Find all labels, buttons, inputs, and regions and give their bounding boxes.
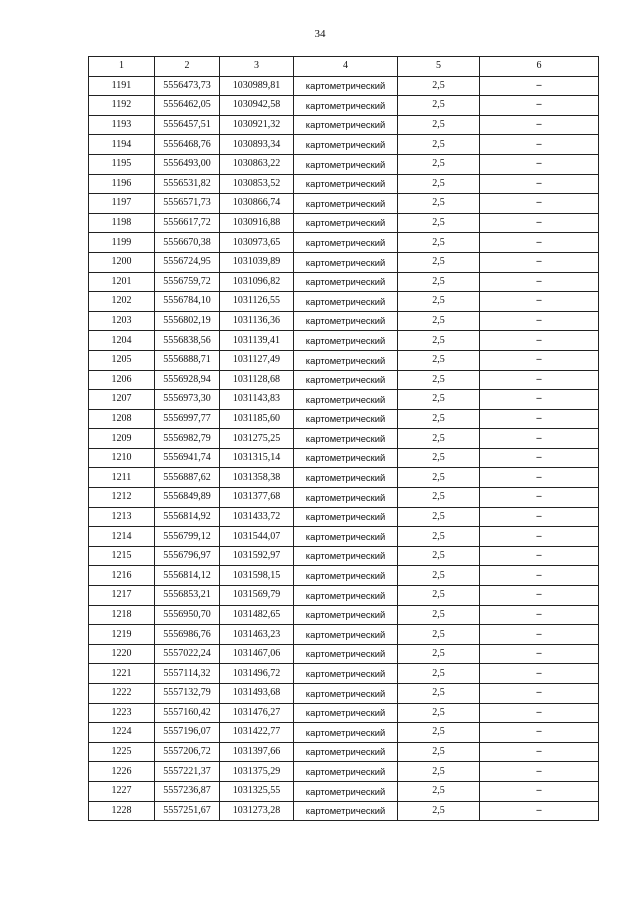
x-coordinate-cell: 5556973,30 xyxy=(155,390,220,410)
point-number-cell: 1219 xyxy=(89,625,155,645)
point-number-cell: 1209 xyxy=(89,429,155,449)
method-cell: картометрический xyxy=(294,625,398,645)
x-coordinate-cell: 5556759,72 xyxy=(155,272,220,292)
description-cell: – xyxy=(480,703,599,723)
y-coordinate-cell: 1030916,88 xyxy=(220,213,294,233)
description-cell: – xyxy=(480,488,599,508)
description-cell: – xyxy=(480,115,599,135)
description-cell: – xyxy=(480,292,599,312)
x-coordinate-cell: 5556814,92 xyxy=(155,507,220,527)
method-cell: картометрический xyxy=(294,527,398,547)
accuracy-cell: 2,5 xyxy=(398,723,480,743)
description-cell: – xyxy=(480,664,599,684)
table-row xyxy=(89,331,599,351)
table-row xyxy=(89,448,599,468)
method-cell: картометрический xyxy=(294,135,398,155)
y-coordinate-cell: 1031569,79 xyxy=(220,586,294,606)
x-coordinate-cell: 5556468,76 xyxy=(155,135,220,155)
accuracy-cell: 2,5 xyxy=(398,742,480,762)
table-row xyxy=(89,272,599,292)
method-cell: картометрический xyxy=(294,723,398,743)
accuracy-cell: 2,5 xyxy=(398,527,480,547)
accuracy-cell: 2,5 xyxy=(398,350,480,370)
description-cell: – xyxy=(480,468,599,488)
description-cell: – xyxy=(480,605,599,625)
point-number-cell: 1222 xyxy=(89,684,155,704)
description-cell: – xyxy=(480,370,599,390)
accuracy-cell: 2,5 xyxy=(398,252,480,272)
method-cell: картометрический xyxy=(294,448,398,468)
y-coordinate-cell: 1031139,41 xyxy=(220,331,294,351)
accuracy-cell: 2,5 xyxy=(398,781,480,801)
method-cell: картометрический xyxy=(294,762,398,782)
point-number-cell: 1216 xyxy=(89,566,155,586)
y-coordinate-cell: 1031493,68 xyxy=(220,684,294,704)
x-coordinate-cell: 5556887,62 xyxy=(155,468,220,488)
column-header: 3 xyxy=(220,57,294,77)
method-cell: картометрический xyxy=(294,409,398,429)
table-row xyxy=(89,723,599,743)
accuracy-cell: 2,5 xyxy=(398,174,480,194)
table-row xyxy=(89,429,599,449)
column-header: 5 xyxy=(398,57,480,77)
accuracy-cell: 2,5 xyxy=(398,292,480,312)
y-coordinate-cell: 1031476,27 xyxy=(220,703,294,723)
table-row xyxy=(89,370,599,390)
accuracy-cell: 2,5 xyxy=(398,801,480,821)
description-cell: – xyxy=(480,527,599,547)
table-row xyxy=(89,684,599,704)
description-cell: – xyxy=(480,213,599,233)
accuracy-cell: 2,5 xyxy=(398,566,480,586)
point-number-cell: 1205 xyxy=(89,350,155,370)
table-row xyxy=(89,625,599,645)
description-cell: – xyxy=(480,96,599,116)
point-number-cell: 1218 xyxy=(89,605,155,625)
description-cell: – xyxy=(480,684,599,704)
description-cell: – xyxy=(480,409,599,429)
point-number-cell: 1192 xyxy=(89,96,155,116)
method-cell: картометрический xyxy=(294,429,398,449)
y-coordinate-cell: 1031375,29 xyxy=(220,762,294,782)
y-coordinate-cell: 1030853,52 xyxy=(220,174,294,194)
accuracy-cell: 2,5 xyxy=(398,331,480,351)
method-cell: картометрический xyxy=(294,566,398,586)
x-coordinate-cell: 5556814,12 xyxy=(155,566,220,586)
table-row xyxy=(89,409,599,429)
y-coordinate-cell: 1031358,38 xyxy=(220,468,294,488)
accuracy-cell: 2,5 xyxy=(398,213,480,233)
method-cell: картометрический xyxy=(294,311,398,331)
table-row xyxy=(89,586,599,606)
description-cell: – xyxy=(480,135,599,155)
point-number-cell: 1215 xyxy=(89,546,155,566)
x-coordinate-cell: 5556982,79 xyxy=(155,429,220,449)
y-coordinate-cell: 1031136,36 xyxy=(220,311,294,331)
column-header: 6 xyxy=(480,57,599,77)
table-row xyxy=(89,703,599,723)
method-cell: картометрический xyxy=(294,703,398,723)
table-row xyxy=(89,762,599,782)
x-coordinate-cell: 5556928,94 xyxy=(155,370,220,390)
description-cell: – xyxy=(480,331,599,351)
description-cell: – xyxy=(480,311,599,331)
description-cell: – xyxy=(480,194,599,214)
accuracy-cell: 2,5 xyxy=(398,507,480,527)
method-cell: картометрический xyxy=(294,644,398,664)
table-row xyxy=(89,781,599,801)
table-body xyxy=(89,76,599,821)
y-coordinate-cell: 1030863,22 xyxy=(220,154,294,174)
column-header: 2 xyxy=(155,57,220,77)
table-row xyxy=(89,742,599,762)
accuracy-cell: 2,5 xyxy=(398,272,480,292)
method-cell: картометрический xyxy=(294,801,398,821)
accuracy-cell: 2,5 xyxy=(398,605,480,625)
method-cell: картометрический xyxy=(294,233,398,253)
method-cell: картометрический xyxy=(294,586,398,606)
table-row xyxy=(89,488,599,508)
method-cell: картометрический xyxy=(294,488,398,508)
y-coordinate-cell: 1031433,72 xyxy=(220,507,294,527)
table-row xyxy=(89,115,599,135)
point-number-cell: 1210 xyxy=(89,448,155,468)
accuracy-cell: 2,5 xyxy=(398,586,480,606)
method-cell: картометрический xyxy=(294,292,398,312)
y-coordinate-cell: 1031039,89 xyxy=(220,252,294,272)
point-number-cell: 1212 xyxy=(89,488,155,508)
description-cell: – xyxy=(480,762,599,782)
table-row xyxy=(89,96,599,116)
description-cell: – xyxy=(480,723,599,743)
point-number-cell: 1195 xyxy=(89,154,155,174)
point-number-cell: 1199 xyxy=(89,233,155,253)
table-row xyxy=(89,154,599,174)
method-cell: картометрический xyxy=(294,213,398,233)
method-cell: картометрический xyxy=(294,781,398,801)
description-cell: – xyxy=(480,233,599,253)
x-coordinate-cell: 5556941,74 xyxy=(155,448,220,468)
y-coordinate-cell: 1031325,55 xyxy=(220,781,294,801)
point-number-cell: 1227 xyxy=(89,781,155,801)
x-coordinate-cell: 5556849,89 xyxy=(155,488,220,508)
table-row xyxy=(89,292,599,312)
y-coordinate-cell: 1031126,55 xyxy=(220,292,294,312)
point-number-cell: 1198 xyxy=(89,213,155,233)
x-coordinate-cell: 5557160,42 xyxy=(155,703,220,723)
accuracy-cell: 2,5 xyxy=(398,644,480,664)
table-row xyxy=(89,194,599,214)
y-coordinate-cell: 1031143,83 xyxy=(220,390,294,410)
x-coordinate-cell: 5557132,79 xyxy=(155,684,220,704)
description-cell: – xyxy=(480,625,599,645)
method-cell: картометрический xyxy=(294,252,398,272)
x-coordinate-cell: 5557206,72 xyxy=(155,742,220,762)
page-number: 34 xyxy=(314,28,326,40)
accuracy-cell: 2,5 xyxy=(398,409,480,429)
x-coordinate-cell: 5556802,19 xyxy=(155,311,220,331)
table-row xyxy=(89,311,599,331)
method-cell: картометрический xyxy=(294,115,398,135)
x-coordinate-cell: 5556473,73 xyxy=(155,76,220,96)
accuracy-cell: 2,5 xyxy=(398,488,480,508)
description-cell: – xyxy=(480,154,599,174)
y-coordinate-cell: 1031592,97 xyxy=(220,546,294,566)
y-coordinate-cell: 1031315,14 xyxy=(220,448,294,468)
table-row xyxy=(89,350,599,370)
y-coordinate-cell: 1031273,28 xyxy=(220,801,294,821)
point-number-cell: 1223 xyxy=(89,703,155,723)
description-cell: – xyxy=(480,350,599,370)
method-cell: картометрический xyxy=(294,96,398,116)
x-coordinate-cell: 5556799,12 xyxy=(155,527,220,547)
table-row xyxy=(89,252,599,272)
coordinates-table xyxy=(88,56,599,821)
accuracy-cell: 2,5 xyxy=(398,76,480,96)
accuracy-cell: 2,5 xyxy=(398,684,480,704)
description-cell: – xyxy=(480,586,599,606)
point-number-cell: 1194 xyxy=(89,135,155,155)
description-cell: – xyxy=(480,76,599,96)
method-cell: картометрический xyxy=(294,546,398,566)
accuracy-cell: 2,5 xyxy=(398,429,480,449)
method-cell: картометрический xyxy=(294,370,398,390)
x-coordinate-cell: 5557114,32 xyxy=(155,664,220,684)
x-coordinate-cell: 5556986,76 xyxy=(155,625,220,645)
point-number-cell: 1193 xyxy=(89,115,155,135)
accuracy-cell: 2,5 xyxy=(398,311,480,331)
y-coordinate-cell: 1031128,68 xyxy=(220,370,294,390)
x-coordinate-cell: 5556457,51 xyxy=(155,115,220,135)
y-coordinate-cell: 1031598,15 xyxy=(220,566,294,586)
table-row xyxy=(89,664,599,684)
description-cell: – xyxy=(480,507,599,527)
y-coordinate-cell: 1031127,49 xyxy=(220,350,294,370)
y-coordinate-cell: 1031275,25 xyxy=(220,429,294,449)
y-coordinate-cell: 1030893,34 xyxy=(220,135,294,155)
method-cell: картометрический xyxy=(294,194,398,214)
description-cell: – xyxy=(480,566,599,586)
x-coordinate-cell: 5556796,97 xyxy=(155,546,220,566)
accuracy-cell: 2,5 xyxy=(398,448,480,468)
point-number-cell: 1217 xyxy=(89,586,155,606)
table-row xyxy=(89,566,599,586)
point-number-cell: 1213 xyxy=(89,507,155,527)
point-number-cell: 1191 xyxy=(89,76,155,96)
table-row xyxy=(89,135,599,155)
description-cell: – xyxy=(480,781,599,801)
x-coordinate-cell: 5556888,71 xyxy=(155,350,220,370)
description-cell: – xyxy=(480,546,599,566)
table-row xyxy=(89,546,599,566)
table-row xyxy=(89,174,599,194)
x-coordinate-cell: 5556724,95 xyxy=(155,252,220,272)
x-coordinate-cell: 5557196,07 xyxy=(155,723,220,743)
description-cell: – xyxy=(480,390,599,410)
method-cell: картометрический xyxy=(294,331,398,351)
method-cell: картометрический xyxy=(294,605,398,625)
accuracy-cell: 2,5 xyxy=(398,96,480,116)
x-coordinate-cell: 5556462,05 xyxy=(155,96,220,116)
accuracy-cell: 2,5 xyxy=(398,135,480,155)
table-row xyxy=(89,468,599,488)
table-header-row xyxy=(89,57,599,77)
description-cell: – xyxy=(480,801,599,821)
x-coordinate-cell: 5556493,00 xyxy=(155,154,220,174)
description-cell: – xyxy=(480,429,599,449)
table-row xyxy=(89,76,599,96)
y-coordinate-cell: 1030921,32 xyxy=(220,115,294,135)
accuracy-cell: 2,5 xyxy=(398,468,480,488)
x-coordinate-cell: 5556531,82 xyxy=(155,174,220,194)
table-row xyxy=(89,644,599,664)
y-coordinate-cell: 1031544,07 xyxy=(220,527,294,547)
y-coordinate-cell: 1030989,81 xyxy=(220,76,294,96)
x-coordinate-cell: 5557236,87 xyxy=(155,781,220,801)
table-row xyxy=(89,507,599,527)
point-number-cell: 1207 xyxy=(89,390,155,410)
x-coordinate-cell: 5556997,77 xyxy=(155,409,220,429)
description-cell: – xyxy=(480,448,599,468)
accuracy-cell: 2,5 xyxy=(398,370,480,390)
method-cell: картометрический xyxy=(294,174,398,194)
point-number-cell: 1197 xyxy=(89,194,155,214)
point-number-cell: 1201 xyxy=(89,272,155,292)
column-header: 1 xyxy=(89,57,155,77)
accuracy-cell: 2,5 xyxy=(398,762,480,782)
y-coordinate-cell: 1031422,77 xyxy=(220,723,294,743)
x-coordinate-cell: 5556853,21 xyxy=(155,586,220,606)
x-coordinate-cell: 5556670,38 xyxy=(155,233,220,253)
method-cell: картометрический xyxy=(294,154,398,174)
description-cell: – xyxy=(480,742,599,762)
point-number-cell: 1211 xyxy=(89,468,155,488)
accuracy-cell: 2,5 xyxy=(398,546,480,566)
table-row xyxy=(89,390,599,410)
point-number-cell: 1225 xyxy=(89,742,155,762)
y-coordinate-cell: 1031496,72 xyxy=(220,664,294,684)
y-coordinate-cell: 1031397,66 xyxy=(220,742,294,762)
accuracy-cell: 2,5 xyxy=(398,115,480,135)
accuracy-cell: 2,5 xyxy=(398,390,480,410)
accuracy-cell: 2,5 xyxy=(398,194,480,214)
y-coordinate-cell: 1031185,60 xyxy=(220,409,294,429)
y-coordinate-cell: 1030942,58 xyxy=(220,96,294,116)
description-cell: – xyxy=(480,252,599,272)
table-row xyxy=(89,527,599,547)
description-cell: – xyxy=(480,644,599,664)
x-coordinate-cell: 5556838,56 xyxy=(155,331,220,351)
accuracy-cell: 2,5 xyxy=(398,703,480,723)
method-cell: картометрический xyxy=(294,684,398,704)
method-cell: картометрический xyxy=(294,742,398,762)
x-coordinate-cell: 5557221,37 xyxy=(155,762,220,782)
point-number-cell: 1208 xyxy=(89,409,155,429)
method-cell: картометрический xyxy=(294,664,398,684)
accuracy-cell: 2,5 xyxy=(398,625,480,645)
y-coordinate-cell: 1031377,68 xyxy=(220,488,294,508)
table-row xyxy=(89,233,599,253)
x-coordinate-cell: 5557022,24 xyxy=(155,644,220,664)
point-number-cell: 1228 xyxy=(89,801,155,821)
y-coordinate-cell: 1031096,82 xyxy=(220,272,294,292)
y-coordinate-cell: 1031467,06 xyxy=(220,644,294,664)
point-number-cell: 1214 xyxy=(89,527,155,547)
x-coordinate-cell: 5557251,67 xyxy=(155,801,220,821)
y-coordinate-cell: 1031482,65 xyxy=(220,605,294,625)
point-number-cell: 1221 xyxy=(89,664,155,684)
y-coordinate-cell: 1031463,23 xyxy=(220,625,294,645)
x-coordinate-cell: 5556950,70 xyxy=(155,605,220,625)
method-cell: картометрический xyxy=(294,350,398,370)
description-cell: – xyxy=(480,174,599,194)
method-cell: картометрический xyxy=(294,272,398,292)
method-cell: картометрический xyxy=(294,468,398,488)
y-coordinate-cell: 1030866,74 xyxy=(220,194,294,214)
point-number-cell: 1206 xyxy=(89,370,155,390)
x-coordinate-cell: 5556784,10 xyxy=(155,292,220,312)
x-coordinate-cell: 5556571,73 xyxy=(155,194,220,214)
x-coordinate-cell: 5556617,72 xyxy=(155,213,220,233)
accuracy-cell: 2,5 xyxy=(398,233,480,253)
description-cell: – xyxy=(480,272,599,292)
y-coordinate-cell: 1030973,65 xyxy=(220,233,294,253)
method-cell: картометрический xyxy=(294,507,398,527)
table-row xyxy=(89,213,599,233)
column-header: 4 xyxy=(294,57,398,77)
accuracy-cell: 2,5 xyxy=(398,664,480,684)
method-cell: картометрический xyxy=(294,390,398,410)
point-number-cell: 1220 xyxy=(89,644,155,664)
point-number-cell: 1200 xyxy=(89,252,155,272)
point-number-cell: 1224 xyxy=(89,723,155,743)
table-row xyxy=(89,605,599,625)
point-number-cell: 1226 xyxy=(89,762,155,782)
point-number-cell: 1196 xyxy=(89,174,155,194)
point-number-cell: 1204 xyxy=(89,331,155,351)
method-cell: картометрический xyxy=(294,76,398,96)
point-number-cell: 1202 xyxy=(89,292,155,312)
table-row xyxy=(89,801,599,821)
accuracy-cell: 2,5 xyxy=(398,154,480,174)
point-number-cell: 1203 xyxy=(89,311,155,331)
